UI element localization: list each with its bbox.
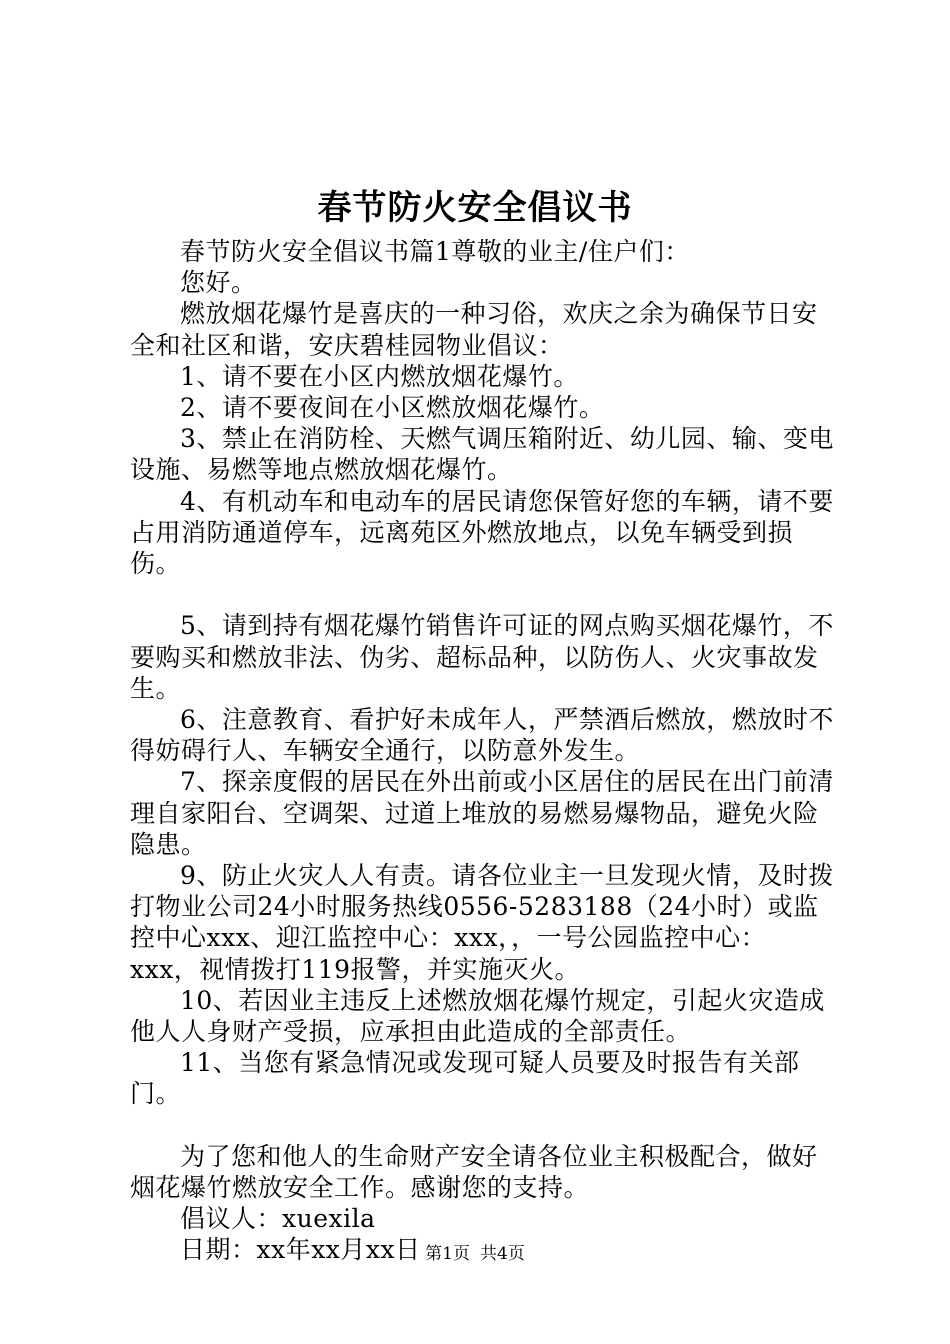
page-total: 共4页: [480, 1244, 525, 1264]
paragraph-item-7: 7、探亲度假的居民在外出前或小区居住的居民在出门前清理自家阳台、空调架、过道上堆放的易燃易爆物品，避免火险隐患。: [130, 767, 834, 859]
paragraph-item-1: 1、请不要在小区内燃放烟花爆竹。: [180, 361, 579, 391]
paragraph-intro: 燃放烟花爆竹是喜庆的一种习俗，欢庆之余为确保节日安全和社区和谐，安庆碧桂园物业倡议：: [130, 299, 818, 360]
paragraph-greeting: 您好。: [180, 268, 257, 298]
paragraph-item-4: 4、有机动车和电动车的居民请您保管好您的车辆，请不要占用消防通道停车，远离苑区外燃放地点，以免车辆受到损伤。: [130, 486, 834, 579]
paragraph-closing: 为了您和他人的生命财产安全请各位业主积极配合，做好烟花爆竹燃放安全工作。感谢您的支持。: [130, 1141, 818, 1203]
paragraph-item-6: 6、注意教育、看护好未成年人，严禁酒后燃放，燃放时不得妨碍行人、车辆安全通行，以防意外发生。: [130, 705, 834, 766]
document-body: [130, 236, 834, 1266]
document-title: 春节防火安全倡议书: [317, 188, 633, 228]
page-footer: [0, 1243, 950, 1265]
paragraph-item-11: 11、当您有紧急情况或发现可疑人员要及时报告有关部门。: [130, 1048, 800, 1109]
paragraph-item-9: 9、防止火灾人人有责。请各位业主一旦发现火情，及时拨打物业公司24小时服务热线0556-5283188（24小时）或监控中心xxx、迎江监控中心：xxx，，一号公园监控中心：xxx，视情拨打119报警，并实施灭火。: [130, 861, 834, 984]
paragraph-item-2: 2、请不要夜间在小区燃放烟花爆竹。: [180, 393, 605, 423]
paragraph-date: 日期：xx年xx月xx日: [180, 1235, 421, 1265]
paragraph-item-10: 10、若因业主违反上述燃放烟花爆竹规定，引起火灾造成他人人身财产受损，应承担由此造成的全部责任。: [130, 985, 825, 1047]
paragraph-item-3: 3、禁止在消防栓、天燃气调压箱附近、幼儿园、输、变电设施、易燃等地点燃放烟花爆竹。: [130, 424, 834, 485]
paragraph-item-5: 5、请到持有烟花爆竹销售许可证的网点购买烟花爆竹，不要购买和燃放非法、伪劣、超标品种，以防伤人、火灾事故发生。: [130, 611, 834, 703]
paragraph-greeting-heading: 春节防火安全倡议书篇1尊敬的业主/住户们：: [180, 237, 690, 266]
page-number: 第1页: [425, 1244, 470, 1264]
paragraph-initiator: 倡议人：xuexila: [180, 1204, 376, 1234]
